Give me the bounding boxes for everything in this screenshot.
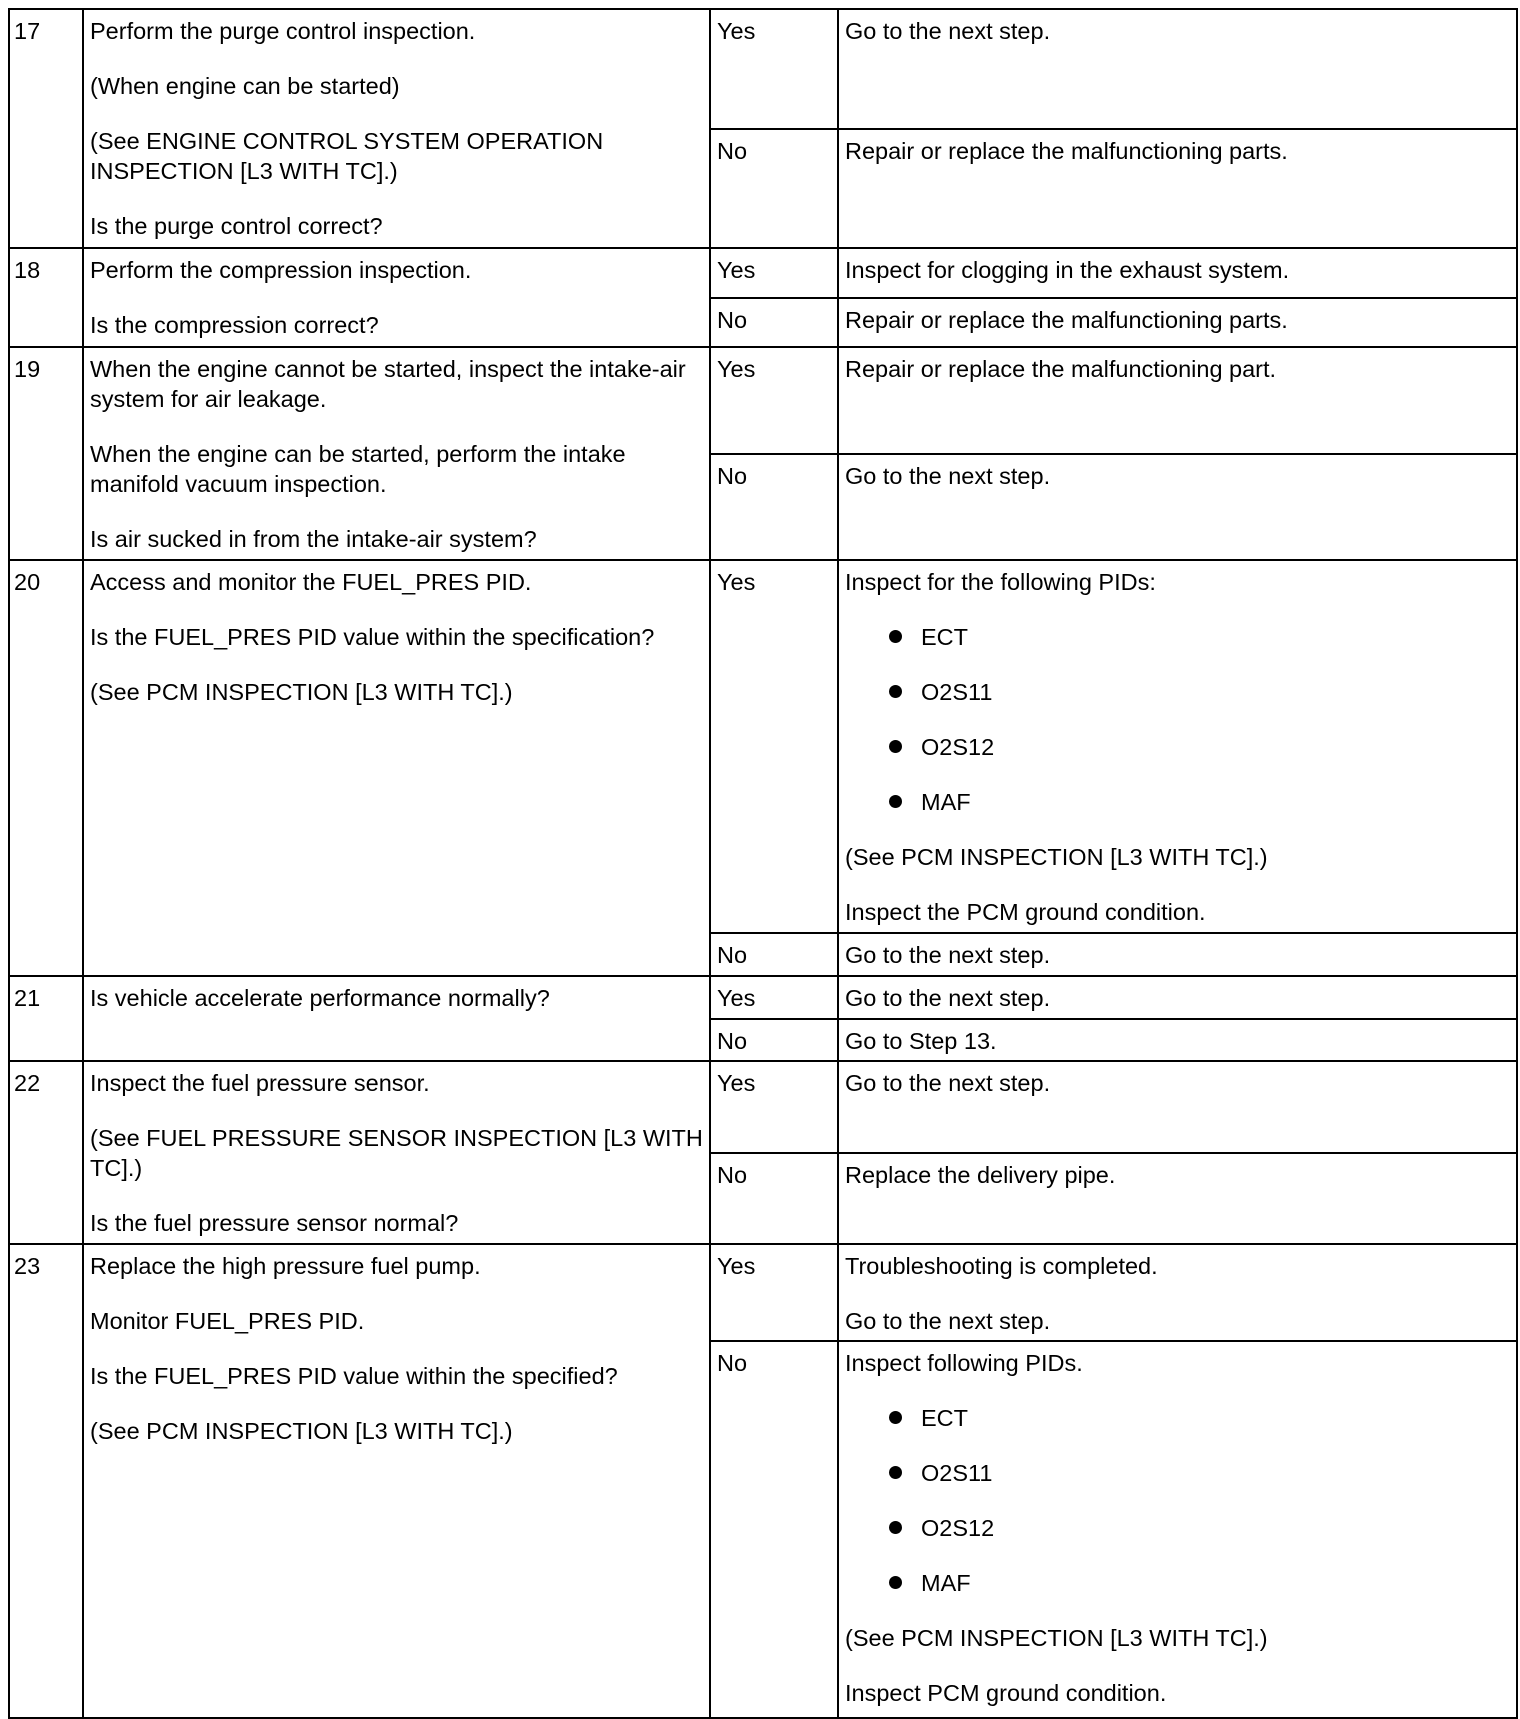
yes-action <box>838 1244 1517 1341</box>
yes-action <box>838 9 1517 129</box>
bullet-icon <box>889 1466 902 1479</box>
yes-label: Yes <box>710 976 838 1019</box>
step-question <box>83 248 710 347</box>
yes-action <box>838 560 1517 933</box>
action-text: Go to the next step. <box>845 463 1051 489</box>
no-label: No <box>710 1153 838 1244</box>
bullet-icon <box>889 630 902 643</box>
yes-label: Yes <box>710 1061 838 1153</box>
list-item <box>845 1513 1510 1543</box>
bullet-icon <box>889 1521 902 1534</box>
table-row <box>9 560 1517 933</box>
table-row <box>9 9 1517 129</box>
question-text: When the engine cannot be started, inspect the intake-air system for air leakage. <box>90 356 686 412</box>
step-question <box>83 1244 710 1718</box>
no-action <box>838 1341 1517 1718</box>
question-text: Is air sucked in from the intake-air system? <box>90 526 537 552</box>
pid-name: O2S11 <box>921 679 993 705</box>
action-text: Inspect following PIDs. <box>845 1350 1083 1376</box>
bullet-icon <box>889 1411 902 1424</box>
action-text: Replace the delivery pipe. <box>845 1162 1116 1188</box>
pid-list <box>845 622 1510 817</box>
question-text: Replace the high pressure fuel pump. <box>90 1253 481 1279</box>
no-action <box>838 1153 1517 1244</box>
list-item <box>845 732 1510 762</box>
step-question <box>83 347 710 560</box>
yes-action <box>838 347 1517 454</box>
list-item <box>845 787 1510 817</box>
yes-label: Yes <box>710 9 838 129</box>
step-number: 19 <box>9 347 83 560</box>
yes-label: Yes <box>710 560 838 933</box>
table-row <box>9 347 1517 454</box>
pid-name: O2S11 <box>921 1460 993 1486</box>
pid-name: MAF <box>921 1570 971 1596</box>
pid-name: MAF <box>921 789 971 815</box>
action-text: Go to the next step. <box>845 985 1051 1011</box>
question-text: Perform the purge control inspection. <box>90 18 476 44</box>
question-text: (See PCM INSPECTION [L3 WITH TC].) <box>90 679 513 705</box>
list-item <box>845 1403 1510 1433</box>
action-text: Repair or replace the malfunctioning part. <box>845 356 1277 382</box>
step-number: 21 <box>9 976 83 1061</box>
question-text: Is the FUEL_PRES PID value within the specification? <box>90 624 655 650</box>
question-text: Access and monitor the FUEL_PRES PID. <box>90 569 532 595</box>
action-text: (See PCM INSPECTION [L3 WITH TC].) <box>845 1625 1268 1651</box>
no-label: No <box>710 454 838 560</box>
yes-label: Yes <box>710 347 838 454</box>
bullet-icon <box>889 685 902 698</box>
bullet-icon <box>889 795 902 808</box>
no-label: No <box>710 1341 838 1718</box>
action-text: Inspect for the following PIDs: <box>845 569 1156 595</box>
action-text: Repair or replace the malfunctioning parts. <box>845 138 1288 164</box>
list-item <box>845 1568 1510 1598</box>
no-action <box>838 129 1517 248</box>
question-text: (See PCM INSPECTION [L3 WITH TC].) <box>90 1418 513 1444</box>
question-text: Monitor FUEL_PRES PID. <box>90 1308 365 1334</box>
list-item <box>845 1458 1510 1488</box>
step-number: 17 <box>9 9 83 248</box>
pid-name: ECT <box>921 624 968 650</box>
step-question <box>83 560 710 976</box>
question-text: Is vehicle accelerate performance normally? <box>90 985 550 1011</box>
step-number: 18 <box>9 248 83 347</box>
question-text: (See ENGINE CONTROL SYSTEM OPERATION INSPECTION [L3 WITH TC].) <box>90 128 604 184</box>
action-text: Go to the next step. <box>845 942 1051 968</box>
action-text: Go to Step 13. <box>845 1028 997 1054</box>
question-text: Is the compression correct? <box>90 312 379 338</box>
pid-name: O2S12 <box>921 734 995 760</box>
table-row <box>9 248 1517 298</box>
no-label: No <box>710 129 838 248</box>
action-text: Go to the next step. <box>845 1308 1051 1334</box>
step-number: 22 <box>9 1061 83 1244</box>
yes-label: Yes <box>710 1244 838 1341</box>
no-label: No <box>710 933 838 976</box>
pid-list <box>845 1403 1510 1598</box>
question-text: Is the fuel pressure sensor normal? <box>90 1210 459 1236</box>
pid-name: O2S12 <box>921 1515 995 1541</box>
question-text: Perform the compression inspection. <box>90 257 472 283</box>
action-text: Go to the next step. <box>845 1070 1051 1096</box>
yes-action <box>838 976 1517 1019</box>
yes-action <box>838 248 1517 298</box>
action-text: Inspect the PCM ground condition. <box>845 899 1206 925</box>
step-number: 23 <box>9 1244 83 1718</box>
no-action <box>838 1019 1517 1061</box>
troubleshooting-table <box>8 8 1518 1719</box>
yes-action <box>838 1061 1517 1153</box>
bullet-icon <box>889 1576 902 1589</box>
question-text: (When engine can be started) <box>90 73 400 99</box>
table-row <box>9 976 1517 1019</box>
action-text: (See PCM INSPECTION [L3 WITH TC].) <box>845 844 1268 870</box>
step-question <box>83 1061 710 1244</box>
question-text: Is the FUEL_PRES PID value within the specified? <box>90 1363 618 1389</box>
action-text: Inspect for clogging in the exhaust system. <box>845 257 1290 283</box>
no-action <box>838 933 1517 976</box>
table-row <box>9 1061 1517 1153</box>
question-text: (See FUEL PRESSURE SENSOR INSPECTION [L3 WITH TC].) <box>90 1125 703 1181</box>
step-question <box>83 9 710 248</box>
pid-name: ECT <box>921 1405 968 1431</box>
no-label: No <box>710 298 838 347</box>
question-text: Inspect the fuel pressure sensor. <box>90 1070 430 1096</box>
question-text: When the engine can be started, perform the intake manifold vacuum inspection. <box>90 441 626 497</box>
list-item <box>845 677 1510 707</box>
list-item <box>845 622 1510 652</box>
bullet-icon <box>889 740 902 753</box>
step-number: 20 <box>9 560 83 976</box>
question-text: Is the purge control correct? <box>90 213 383 239</box>
step-question <box>83 976 710 1061</box>
no-action <box>838 298 1517 347</box>
action-text: Troubleshooting is completed. <box>845 1253 1158 1279</box>
action-text: Repair or replace the malfunctioning parts. <box>845 307 1288 333</box>
action-text: Inspect PCM ground condition. <box>845 1680 1167 1706</box>
no-label: No <box>710 1019 838 1061</box>
no-action <box>838 454 1517 560</box>
yes-label: Yes <box>710 248 838 298</box>
table-row <box>9 1244 1517 1341</box>
action-text: Go to the next step. <box>845 18 1051 44</box>
